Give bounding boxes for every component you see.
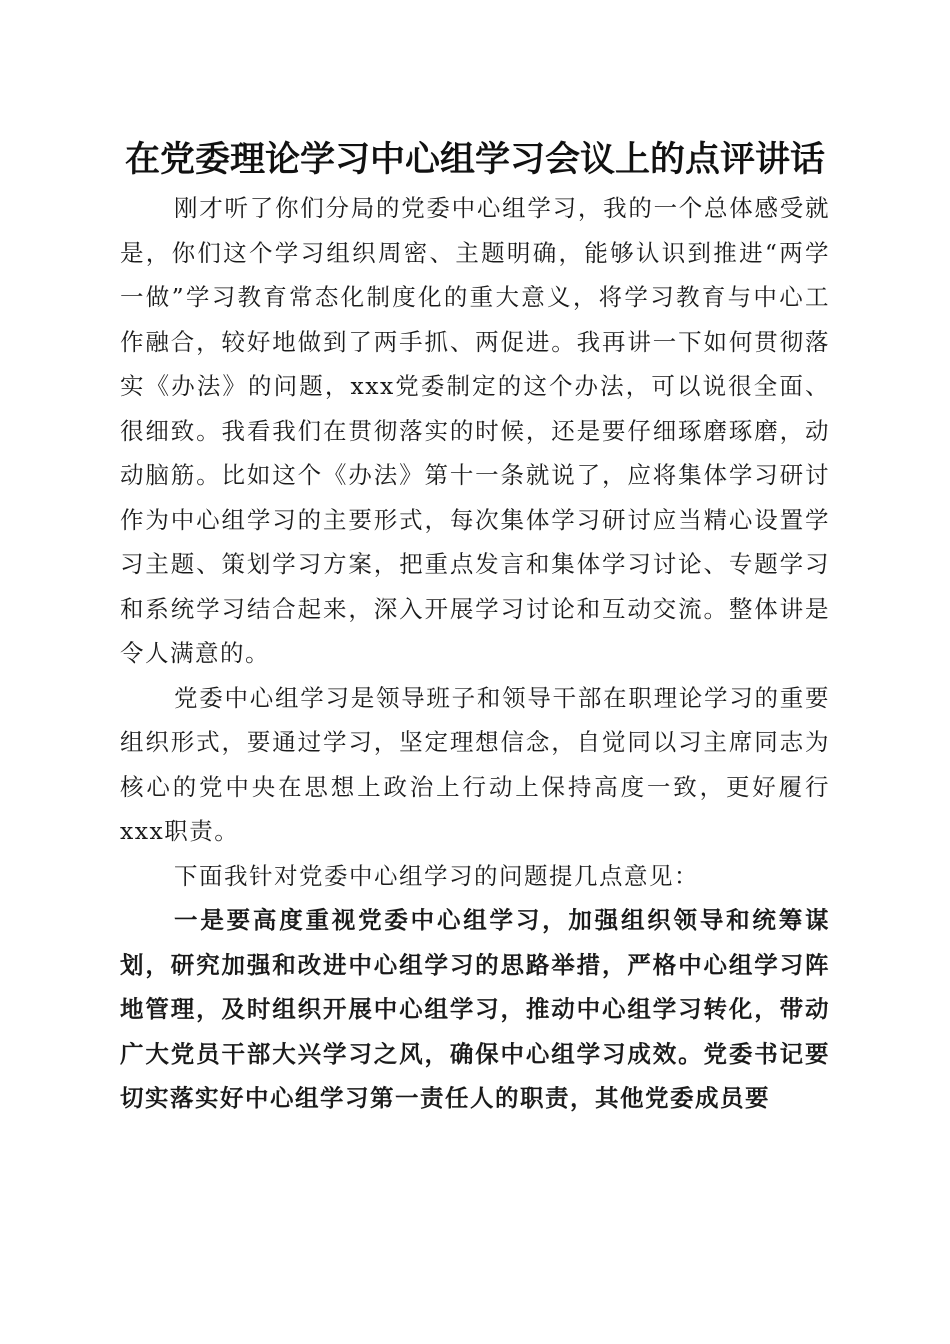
document-body <box>120 186 830 1121</box>
paragraph-importance: 党委中心组学习是领导班子和领导干部在职理论学习的重要组织形式，要通过学习，坚定理想信念，自觉同以习主席同志为核心的党中央在思想上政治上行动上保持高度一致，更好履行xxx职责。 <box>120 683 830 845</box>
document-title: 在党委理论学习中心组学习会议上的点评讲话 <box>124 139 825 180</box>
paragraph-overall-impression: 刚才听了你们分局的党委中心组学习，我的一个总体感受就是，你们这个学习组织周密、主题明确，能够认识到推进“两学一做”学习教育常态化制度化的重大意义，将学习教育与中心工作融合，较好地做到了两手抓、两促进。我再讲一下如何贯彻落实《办法》的问题，xxx党委制定的这个办法，可以说很全面、很细致。我看我们在贯彻落实的时候，还是要仔细琢磨琢磨，动动脑筋。比如这个《办法》第十一条就说了，应将集体学习研讨作为中心组学习的主要形式，每次集体学习研讨应当精心设置学习主题、策划学习方案，把重点发言和集体学习讨论、专题学习和系统学习结合起来，深入开展学习讨论和互动交流。整体讲是令人满意的。 <box>120 194 830 667</box>
paragraph-opinion-one: 一是要高度重视党委中心组学习，加强组织领导和统筹谋划，研究加强和改进中心组学习的思路举措，严格中心组学习阵地管理，及时组织开展中心组学习，推动中心组学习转化，带动广大党员干部大兴学习之风，确保中心组学习成效。党委书记要切实落实好中心组学习第一责任人的职责，其他党委成员要 <box>120 906 830 1112</box>
paragraph-intro-opinions: 下面我针对党委中心组学习的问题提几点意见： <box>174 861 700 890</box>
